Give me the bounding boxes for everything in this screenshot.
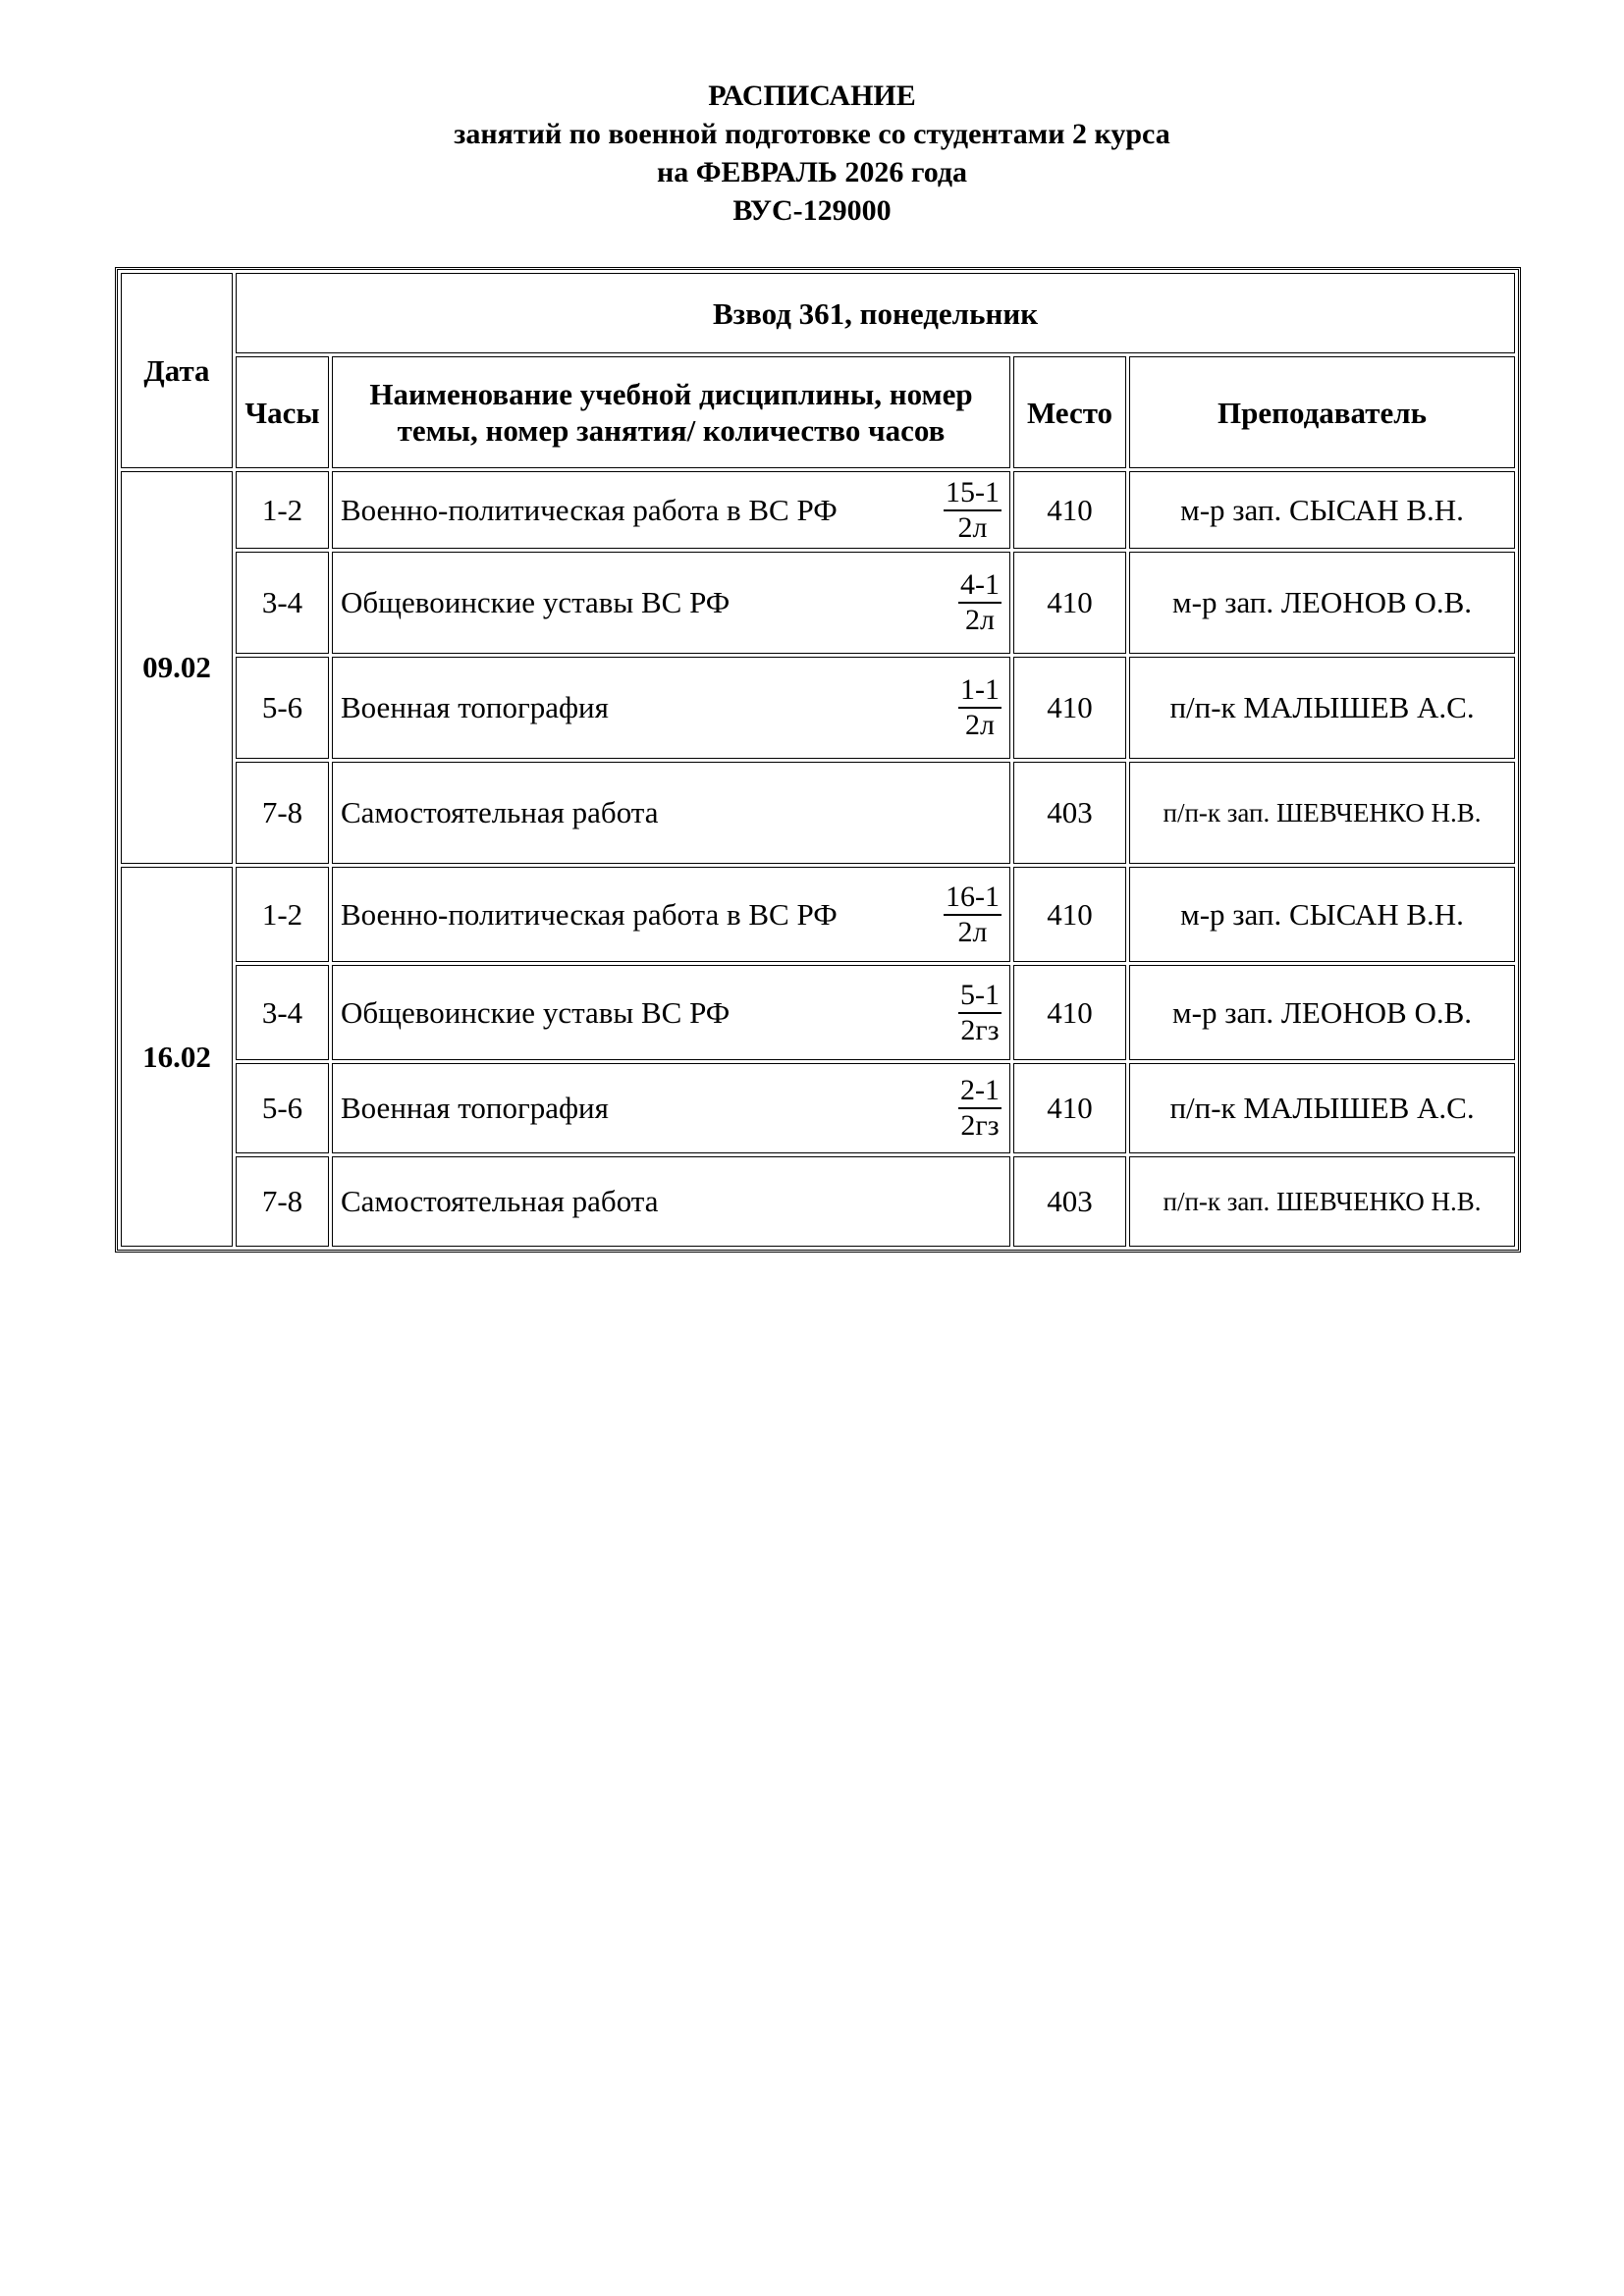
subject-name: Военно-политическая работа в ВС РФ [341,492,838,527]
teacher-cell: м-р зап. ЛЕОНОВ О.В. [1129,965,1515,1060]
topic-fraction [958,568,1001,637]
topic-number: 4-1 [958,568,1001,604]
document-title: РАСПИСАНИЕ [708,80,916,112]
subject-cell [332,762,1010,864]
place-cell: 410 [1013,471,1126,549]
topic-number: 15-1 [944,476,1001,511]
lesson-hours-type: 2л [957,915,988,948]
topic-fraction [944,476,1001,545]
document-subtitle: занятий по военной подготовке со студентами 2 курса [454,118,1170,150]
subject-cell [332,965,1010,1060]
document-period: на ФЕВРАЛЬ 2026 года [656,156,968,188]
table-row [121,965,1515,1060]
place-cell: 410 [1013,867,1126,962]
hours-cell: 3-4 [236,965,329,1060]
subject-cell [332,657,1010,759]
hours-cell: 5-6 [236,1063,329,1153]
place-cell: 410 [1013,1063,1126,1153]
subject-name: Военная топография [341,1091,609,1125]
place-cell: 410 [1013,552,1126,654]
subject-name: Общевоинские уставы ВС РФ [341,994,731,1030]
topic-fraction [944,881,1001,949]
topic-number: 16-1 [944,881,1001,916]
place-cell: 403 [1013,1156,1126,1247]
platoon-header-row [121,273,1515,353]
subject-cell [332,552,1010,654]
column-header-place: Место [1013,356,1126,468]
column-header-hours: Часы [236,356,329,468]
teacher-cell: м-р зап. СЫСАН В.Н. [1129,867,1515,962]
place-cell: 403 [1013,762,1126,864]
hours-cell: 3-4 [236,552,329,654]
subject-name: Общевоинские уставы ВС РФ [341,585,731,619]
topic-fraction [958,979,1001,1047]
teacher-cell: п/п-к МАЛЫШЕВ А.С. [1129,657,1515,759]
subject-cell [332,471,1010,549]
column-header-teacher: Преподаватель [1129,356,1515,468]
column-header-row [121,356,1515,468]
platoon-header: Взвод 361, понедельник [236,273,1515,353]
hours-cell: 5-6 [236,657,329,759]
teacher-cell: п/п-к зап. ШЕВЧЕНКО Н.В. [1129,1156,1515,1247]
place-cell: 410 [1013,965,1126,1060]
lesson-hours-type: 2л [965,709,995,741]
subject-name: Военно-политическая работа в ВС РФ [341,896,838,932]
table-row [121,552,1515,654]
hours-cell: 1-2 [236,471,329,549]
teacher-cell: м-р зап. СЫСАН В.Н. [1129,471,1515,549]
hours-cell: 1-2 [236,867,329,962]
subject-name: Самостоятельная работа [341,1184,659,1218]
subject-cell [332,1156,1010,1247]
table-row [121,867,1515,962]
topic-fraction [958,673,1001,742]
column-header-date: Дата [121,273,233,468]
hours-cell: 7-8 [236,762,329,864]
lesson-hours-type: 2л [957,510,988,544]
document-header [0,77,1624,230]
document-vus: ВУС-129000 [732,194,892,227]
table-row [121,1156,1515,1247]
teacher-cell: п/п-к МАЛЫШЕВ А.С. [1129,1063,1515,1153]
subject-name: Самостоятельная работа [341,795,659,829]
subject-name: Военная топография [341,690,609,724]
date-cell: 16.02 [121,867,233,1247]
topic-number: 5-1 [958,979,1001,1014]
place-cell: 410 [1013,657,1126,759]
topic-number: 1-1 [958,673,1001,709]
topic-number: 2-1 [958,1074,1001,1109]
subject-cell [332,1063,1010,1153]
subject-cell [332,867,1010,962]
table-row [121,1063,1515,1153]
date-cell: 09.02 [121,471,233,864]
teacher-cell: п/п-к зап. ШЕВЧЕНКО Н.В. [1129,762,1515,864]
table-row [121,762,1515,864]
schedule-table [115,267,1521,1253]
lesson-hours-type: 2гз [960,1013,1000,1046]
table-row [121,657,1515,759]
teacher-cell: м-р зап. ЛЕОНОВ О.В. [1129,552,1515,654]
column-header-subject: Наименование учебной дисциплины, номер темы, номер занятия/ количество часов [332,356,1010,468]
topic-fraction [958,1074,1001,1143]
lesson-hours-type: 2гз [960,1109,1000,1142]
table-row [121,471,1515,549]
lesson-hours-type: 2л [965,604,995,636]
hours-cell: 7-8 [236,1156,329,1247]
